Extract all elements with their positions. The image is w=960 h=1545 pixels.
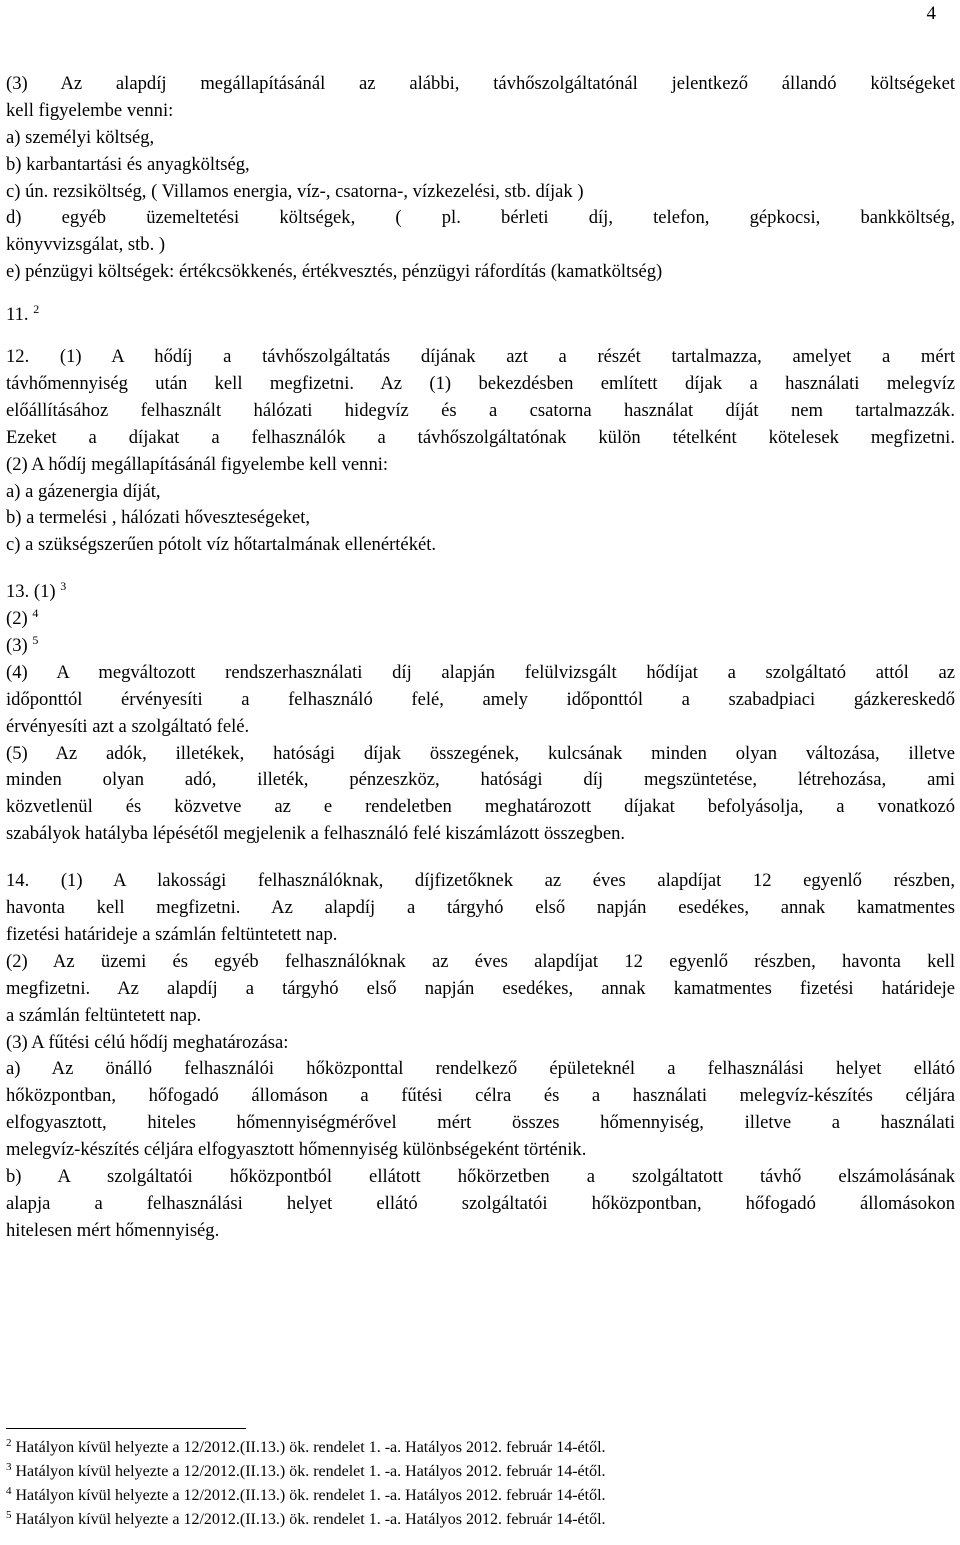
text-line: b) a termelési , hálózati hőveszteségeket, xyxy=(6,507,311,529)
text-line: (2) A hődíj megállapításánál figyelembe kell venni: xyxy=(6,453,389,475)
section-13 xyxy=(6,579,955,848)
text-line: 14. (1) A lakossági felhasználóknak, díjfizetőknek az éves alapdíjat 12 egyenlő részben, xyxy=(6,870,955,892)
text-line: előállításához felhasznált hálózati hidegvíz és a csatorna használat díját nem tartalmazzák. xyxy=(6,399,955,421)
text-line: Ezeket a díjakat a felhasználók a távhőszolgáltatónak külön tételként kötelesek megfizetni. xyxy=(6,426,955,448)
section-11-heading xyxy=(6,300,955,330)
text-line: minden olyan adó, illeték, pénzeszköz, hatósági díj megszüntetése, létrehozása, ami xyxy=(6,769,955,791)
text-line: hitelesen mért hőmennyiség. xyxy=(6,1219,220,1241)
text-line: (5) Az adók, illetékek, hatósági díjak összegének, kulcsának minden olyan változása, illetve xyxy=(6,742,955,764)
text-line: a) a gázenergia díját, xyxy=(6,480,161,502)
text-line: (2) Az üzemi és egyéb felhasználóknak az éves alapdíjat 12 egyenlő részben, havonta kell xyxy=(6,950,955,972)
footnote-ref: 4 xyxy=(32,606,39,621)
section-3-paragraph xyxy=(6,71,955,286)
footnote: $^2$ Hatályon kívül helyezte a 12/2012.(II.13.) ök. rendelet 1. -a. Hatályos 2012. február 14-étől. xyxy=(6,1437,606,1456)
section-11-label: 11. xyxy=(6,304,34,326)
text-line: b) A szolgáltatói hőközpontból ellátott hőkörzetben a szolgáltatott távhő elszámolásának xyxy=(6,1165,955,1187)
text-line: c) a szükségszerűen pótolt víz hőtartalmának ellenértékét. xyxy=(6,534,437,556)
text-line: (4) A megváltozott rendszerhasználati díj alapján felülvizsgált hődíjat a szolgáltató attól az xyxy=(6,661,955,683)
text-line: a) Az önálló felhasználói hőközponttal rendelkező épületeknél a felhasználási helyet ellátó xyxy=(6,1058,955,1080)
text-line: elfogyasztott, hiteles hőmennyiségmérővel mért összes hőmennyiség, illetve a használati xyxy=(6,1112,955,1134)
text-line: fizetési határideje a számlán feltüntetett nap. xyxy=(6,923,338,945)
section-12-paragraph xyxy=(6,344,955,559)
footnotes xyxy=(6,1428,955,1532)
text-line: 12. (1) A hődíj a távhőszolgáltatás díjának azt a részét tartalmazza, amelyet a mért xyxy=(6,346,955,368)
text-line: alapja a felhasználási helyet ellátó szolgáltatói hőközpontban, hőfogadó állomásokon xyxy=(6,1192,955,1214)
text-line: e) pénzügyi költségek: értékcsökkenés, értékvesztés, pénzügyi ráfordítás (kamatköltség) xyxy=(6,261,663,283)
text-line: hőközpontban, hőfogadó állomáson a fűtési célra és a használati melegvíz-készítés céljára xyxy=(6,1085,955,1107)
text-line: időponttól érvényesíti a felhasználó felé, amely időponttól a szabadpiaci gázkereskedő xyxy=(6,688,955,710)
section-13-p2: (2) $^4$ xyxy=(6,606,39,630)
text-line: d) egyéb üzemeltetési költségek, ( pl. bérleti díj, telefon, gépkocsi, bankköltség, xyxy=(6,207,955,229)
text-line: közvetlenül és közvetve az e rendeletben meghatározott díjakat befolyásolja, a vonatkozó xyxy=(6,796,955,818)
text-line: (3) A fűtési célú hődíj meghatározása: xyxy=(6,1031,289,1053)
section-13-p3: (3) $^5$ xyxy=(6,633,39,657)
document-body xyxy=(6,71,955,1245)
footnote: $^4$ Hatályon kívül helyezte a 12/2012.(II.13.) ök. rendelet 1. -a. Hatályos 2012. február 14-étől. xyxy=(6,1485,606,1504)
text-line: (3) Az alapdíj megállapításánál az alábbi, távhőszolgáltatónál jelentkező állandó költségeket xyxy=(6,73,955,94)
text-line: a számlán feltüntetett nap. xyxy=(6,1004,202,1026)
footnote-separator xyxy=(6,1428,246,1429)
text-line: érvényesíti azt a szolgáltató felé. xyxy=(6,715,250,737)
footnote-ref: 5 xyxy=(32,633,39,648)
text-line: kell figyelembe venni: xyxy=(6,99,174,121)
text-line: a) személyi költség, xyxy=(6,126,155,148)
text-line: szabályok hatályba lépésétől megjelenik a felhasználó felé kiszámlázott összegben. xyxy=(6,823,626,845)
page-number: 4 xyxy=(926,3,936,24)
text-line: távhőmennyiség után kell megfizetni. Az (1) bekezdésben említett díjak a használati melegvíz xyxy=(6,373,955,395)
text-line: melegvíz-készítés céljára elfogyasztott hőmennyiség különbségeként történik. xyxy=(6,1139,587,1161)
footnote-ref: 3 xyxy=(60,579,67,594)
text-line: megfizetni. Az alapdíj a tárgyhó első napján esedékes, annak kamatmentes fizetési határideje xyxy=(6,977,955,999)
footnote-ref: 2 xyxy=(33,302,40,317)
text-line: könyvvizsgálat, stb. ) xyxy=(6,234,166,256)
text-line: havonta kell megfizetni. Az alapdíj a tárgyhó első napján esedékes, annak kamatmentes xyxy=(6,897,955,919)
text-line: b) karbantartási és anyagköltség, xyxy=(6,153,250,175)
section-14 xyxy=(6,868,955,1244)
section-13-heading: 13. (1) $^3$ xyxy=(6,579,67,603)
footnote: $^3$ Hatályon kívül helyezte a 12/2012.(II.13.) ök. rendelet 1. -a. Hatályos 2012. február 14-étől. xyxy=(6,1461,606,1480)
text-line: c) ún. rezsiköltség, ( Villamos energia, víz-, csatorna-, vízkezelési, stb. díjak ) xyxy=(6,180,584,202)
footnote: $^5$ Hatályon kívül helyezte a 12/2012.(II.13.) ök. rendelet 1. -a. Hatályos 2012. február 14-étől. xyxy=(6,1509,606,1528)
